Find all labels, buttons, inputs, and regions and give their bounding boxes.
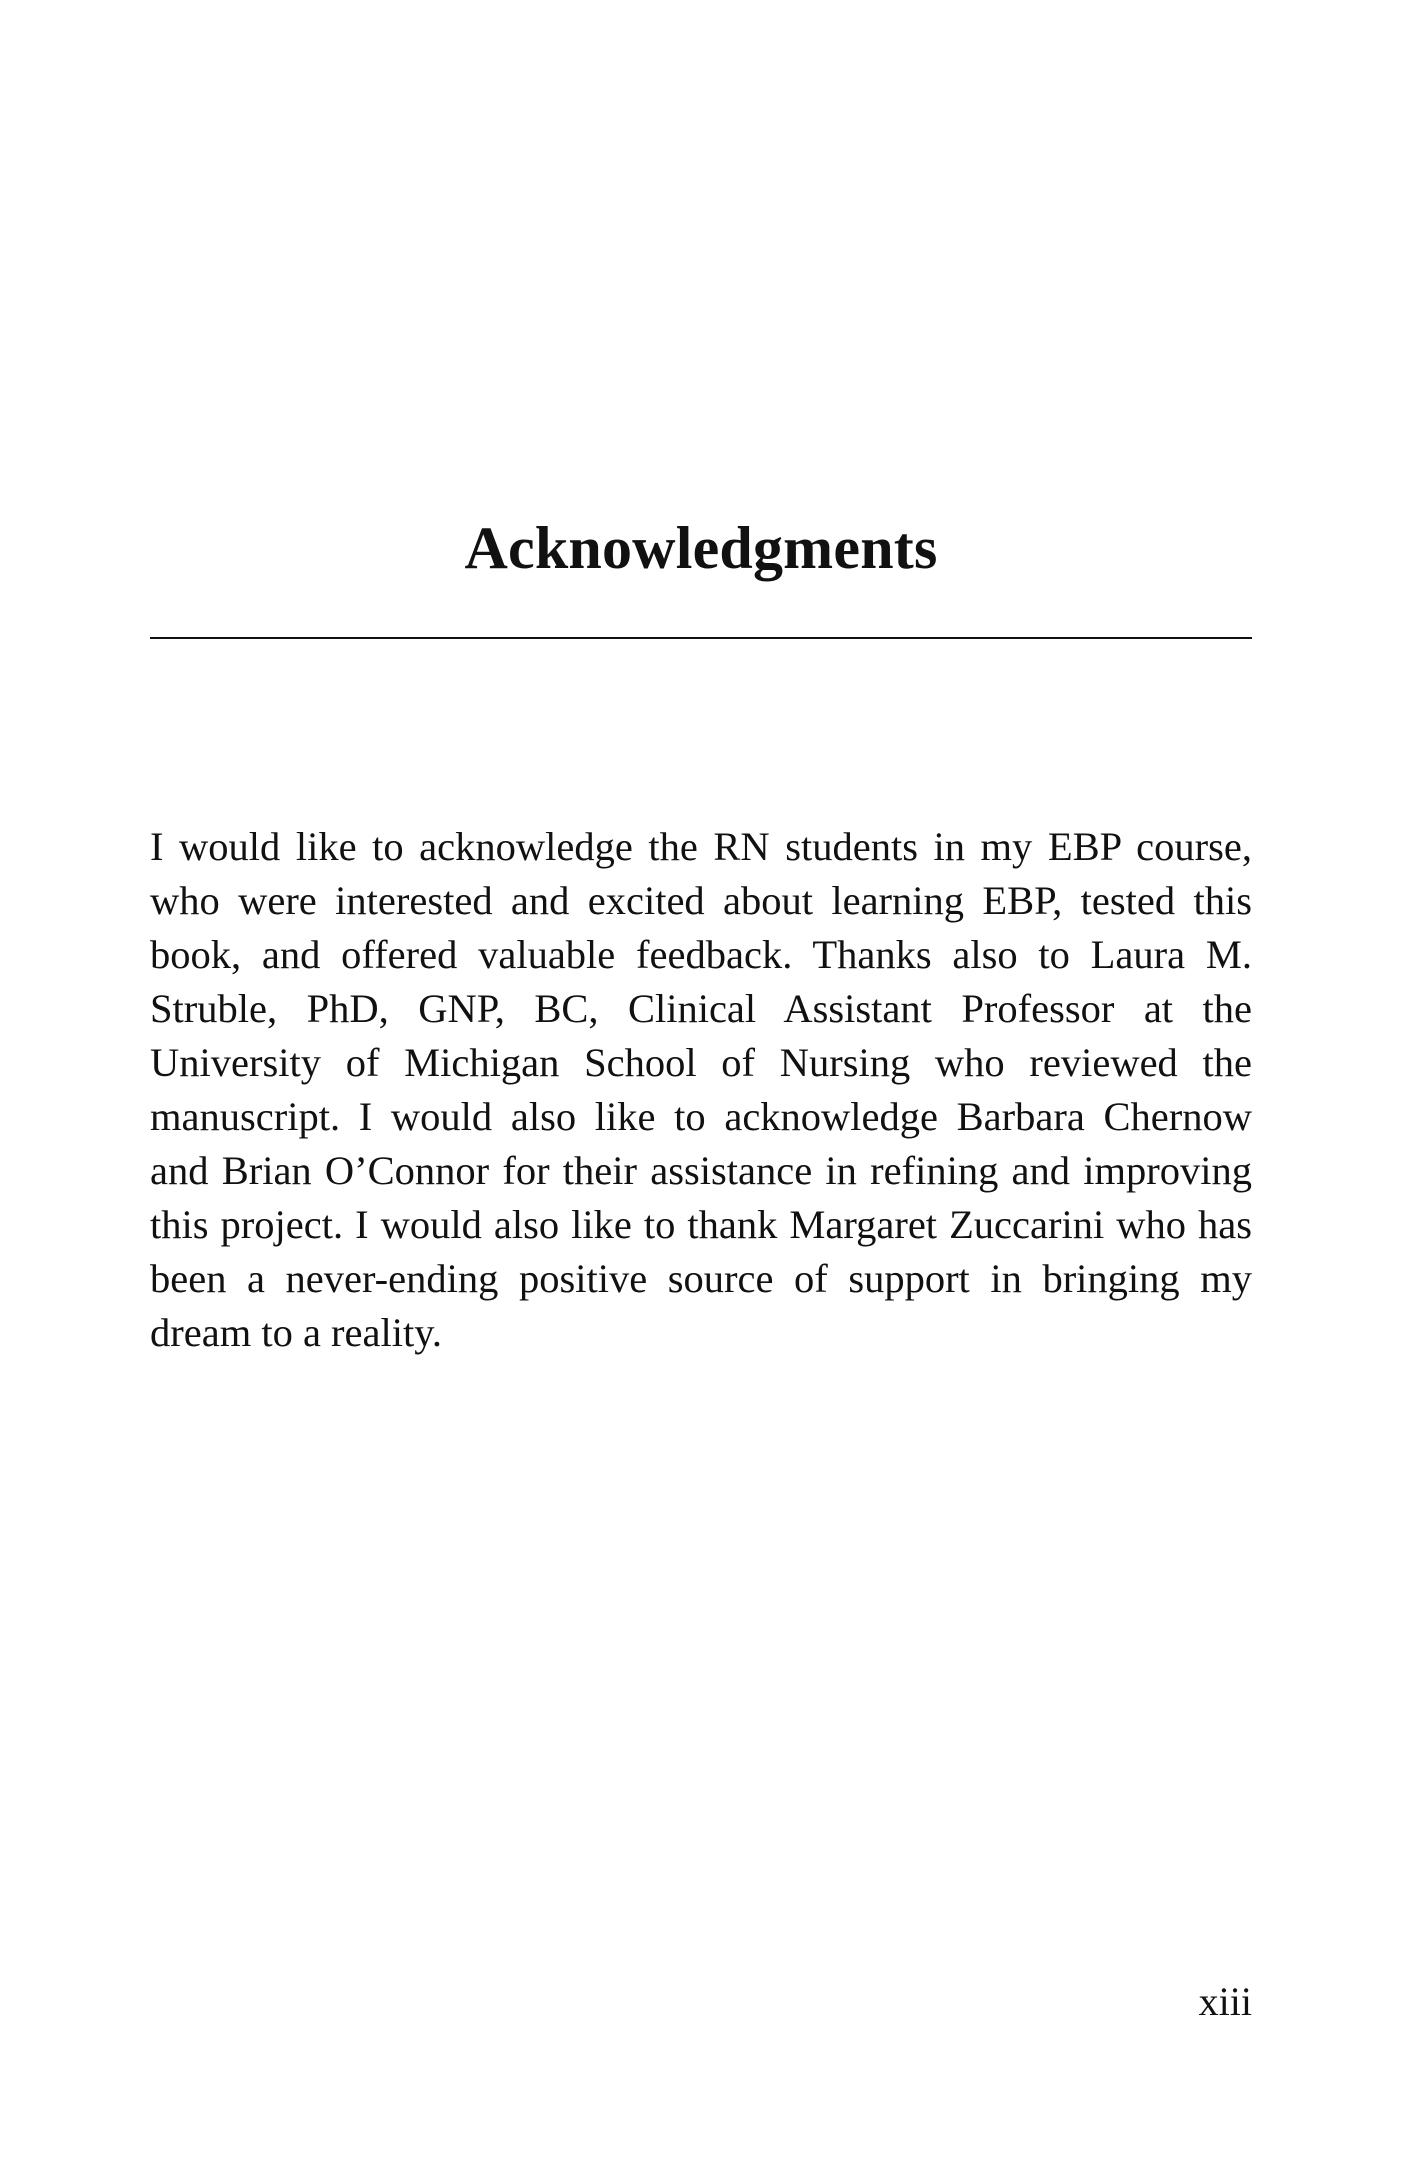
page-number: xiii [1198,1979,1252,2024]
page-title: Acknowledgments [464,515,938,581]
title-rule [150,637,1252,639]
acknowledgments-paragraph: I would like to acknowledge the RN students in my EBP course, who were interested and excited about learning EBP, tested this book, and offered valuable feedback. Thanks also to Laura M. Struble, PhD, GNP, BC, Clinical Assistant Professor at the University of Michigan School of Nursing who reviewed the manuscript. I would also like to acknowledge Barbara Chernow and Brian O’Connor for their assistance in refining and improving this project. I would also like to thank Margaret Zuccarini who has been a never-ending positive source of support in bringing my dream to a reality. [150,824,1252,1355]
